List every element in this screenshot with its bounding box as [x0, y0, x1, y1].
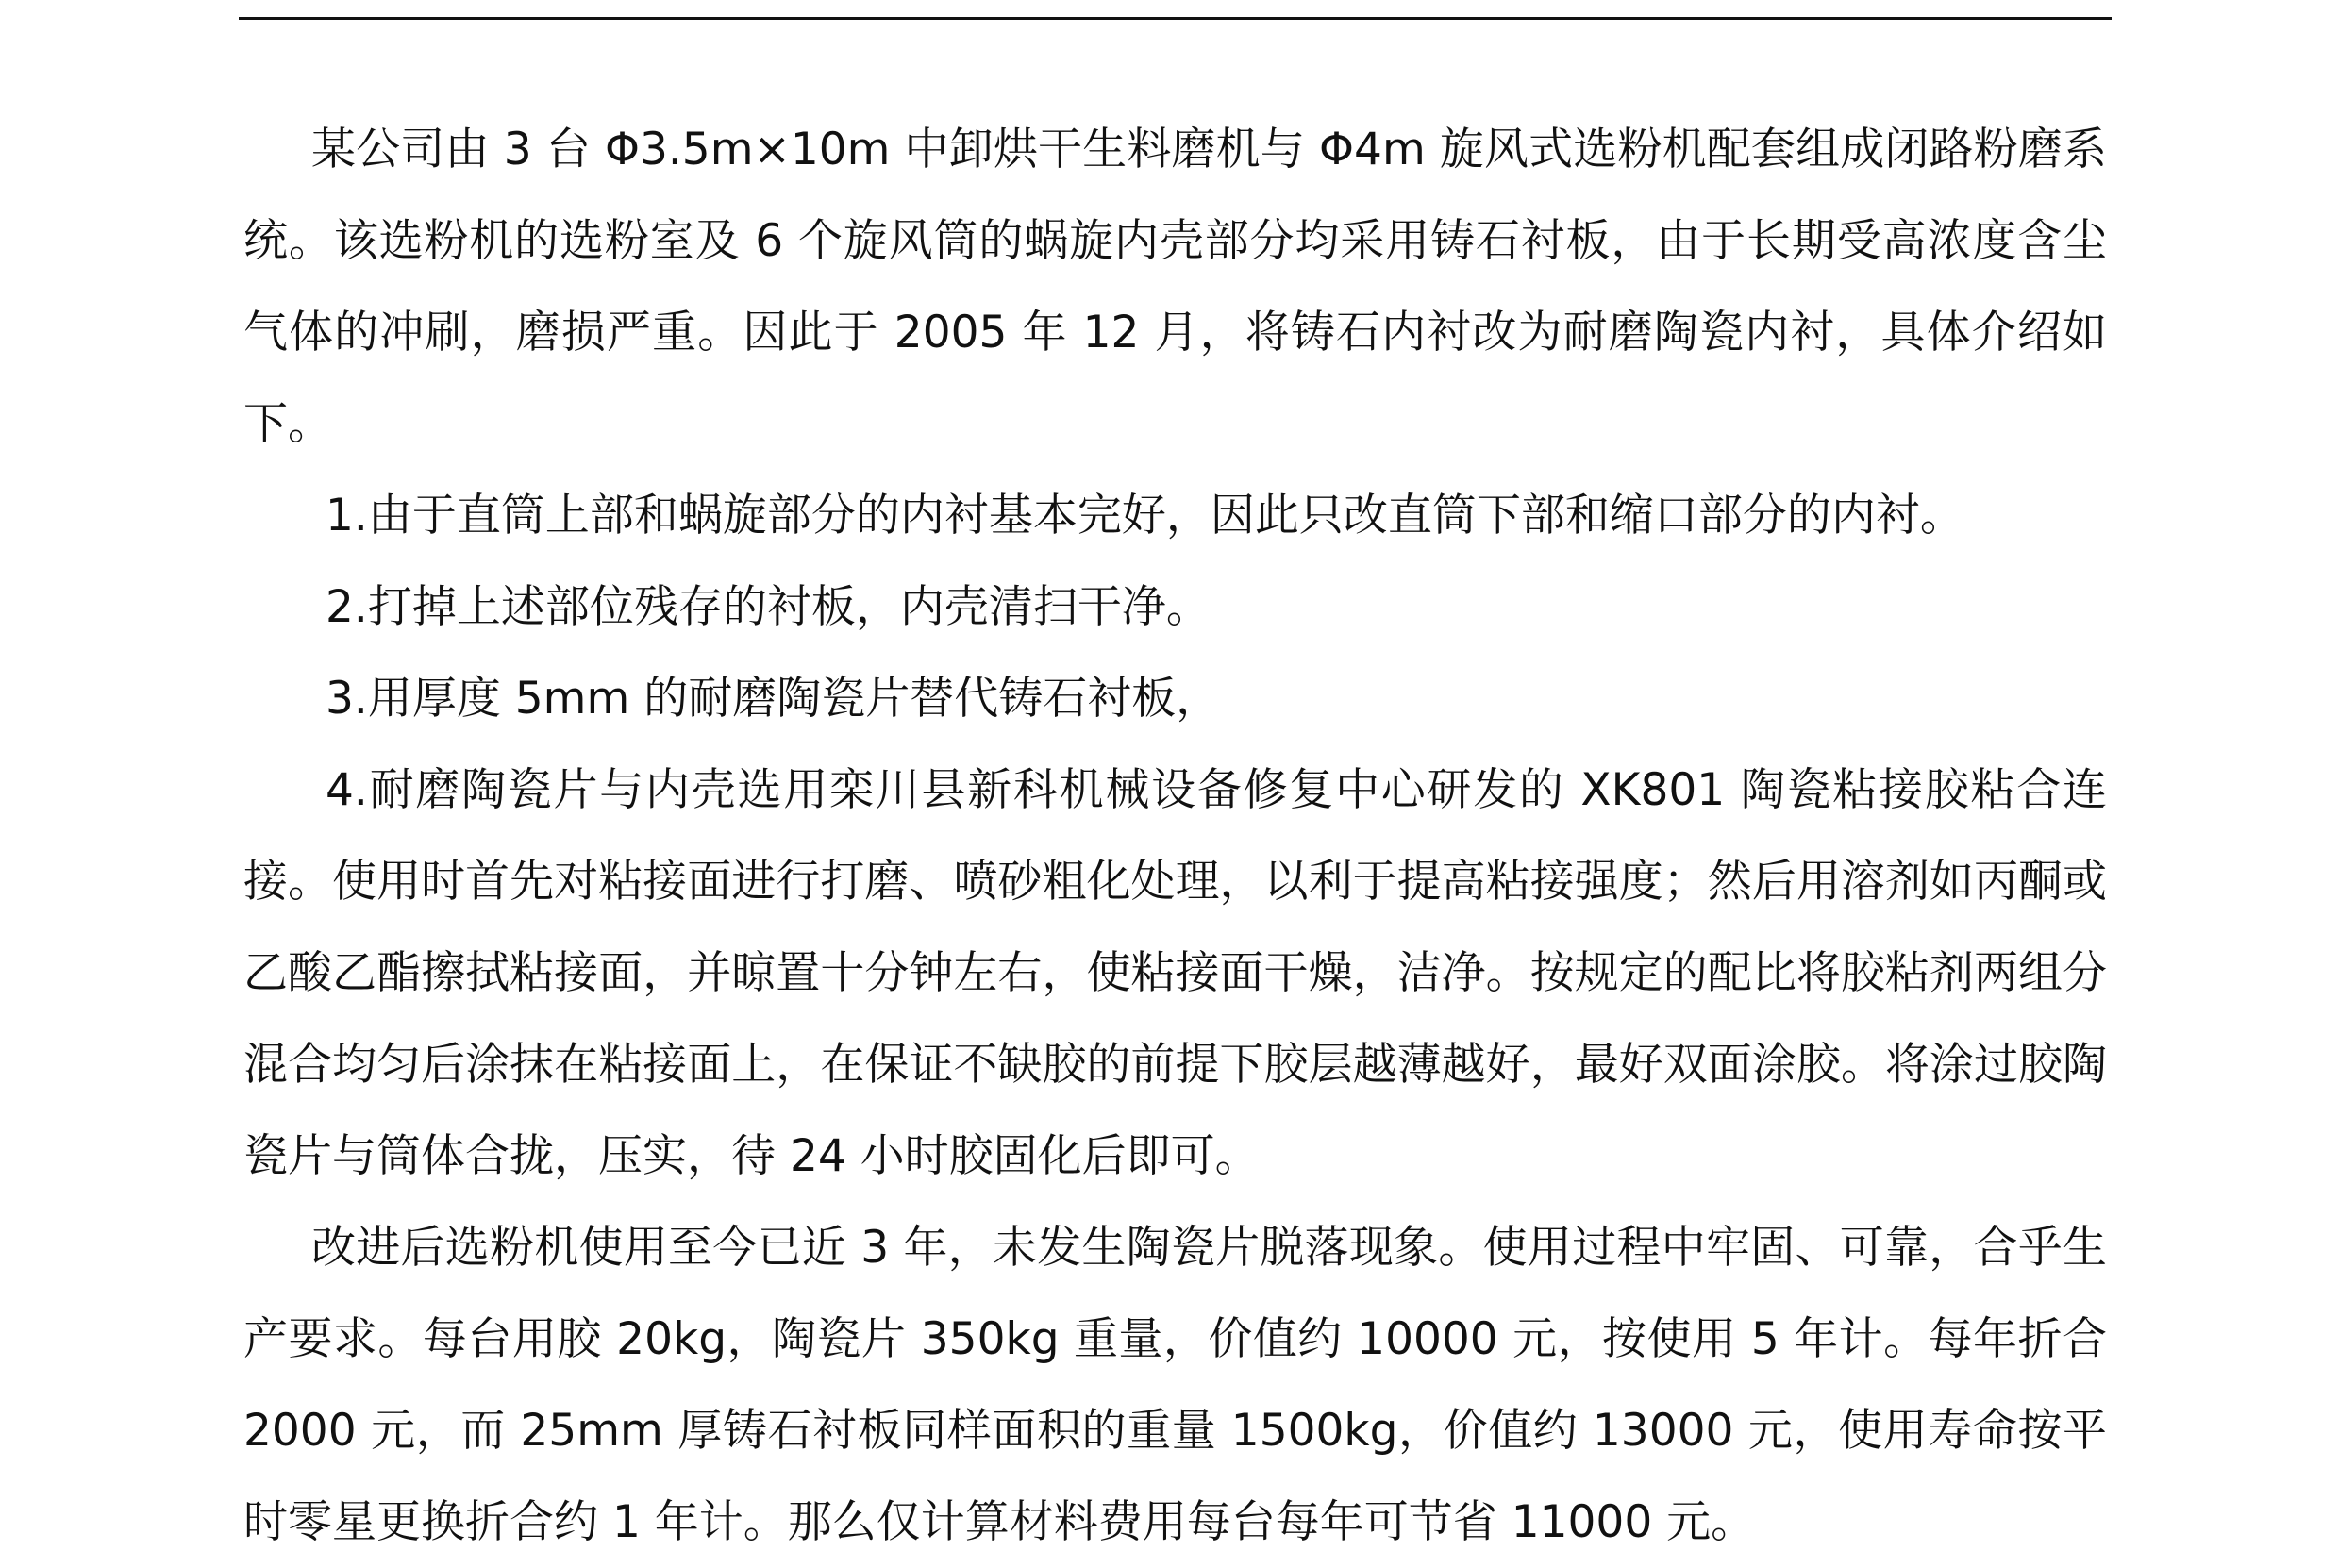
- document-body: [243, 104, 2107, 1568]
- header-rule: [239, 17, 2112, 20]
- step-4-paragraph: 4.耐磨陶瓷片与内壳选用栾川县新科机械设备修复中心研发的 XK801 陶瓷粘接胶粘合连接。使用时首先对粘接面进行打磨、喷砂粗化处理，以利于提高粘接强度；然后用溶剂如丙酮或乙酸乙酯擦拭粘接面，并晾置十分钟左右，使粘接面干燥，洁净。按规定的配比将胶粘剂两组分混合均匀后涂抹在粘接面上，在保证不缺胶的前提下胶层越薄越好，最好双面涂胶。将涂过胶陶瓷片与筒体合拢，压实，待 24 小时胶固化后即可。: [243, 764, 2107, 1182]
- step-2-paragraph: 2.打掉上述部位残存的衬板，内壳清扫干净。: [326, 581, 1211, 633]
- result-paragraph: 改进后选粉机使用至今已近 3 年，未发生陶瓷片脱落现象。使用过程中牢固、可靠，合乎生产要求。每台用胶 20kg，陶瓷片 350kg 重量，价值约 10000 元，按使用 5 年计。每年折合 2000 元，而 25mm 厚铸石衬板同样面积的重量 1500kg，价值约 13000 元，使用寿命按平时零星更换折合约 1 年计。那么仅计算材料费用每台每年可节省 11000 元。: [243, 1222, 2107, 1548]
- step-3-paragraph: 3.用厚度 5mm 的耐磨陶瓷片替代铸石衬板，: [326, 673, 1221, 725]
- intro-paragraph: 某公司由 3 台 Φ3.5m×10m 中卸烘干生料磨机与 Φ4m 旋风式选粉机配套组成闭路粉磨系统。该选粉机的选粉室及 6 个旋风筒的蜗旋内壳部分均采用铸石衬板，由于长期受高浓度含尘气体的冲刷，磨损严重。因此于 2005 年 12 月，将铸石内衬改为耐磨陶瓷内衬，具体介绍如下。: [243, 124, 2107, 450]
- step-1-paragraph: 1.由于直筒上部和蜗旋部分的内衬基本完好，因此只改直筒下部和缩口部分的内衬。: [326, 490, 1964, 542]
